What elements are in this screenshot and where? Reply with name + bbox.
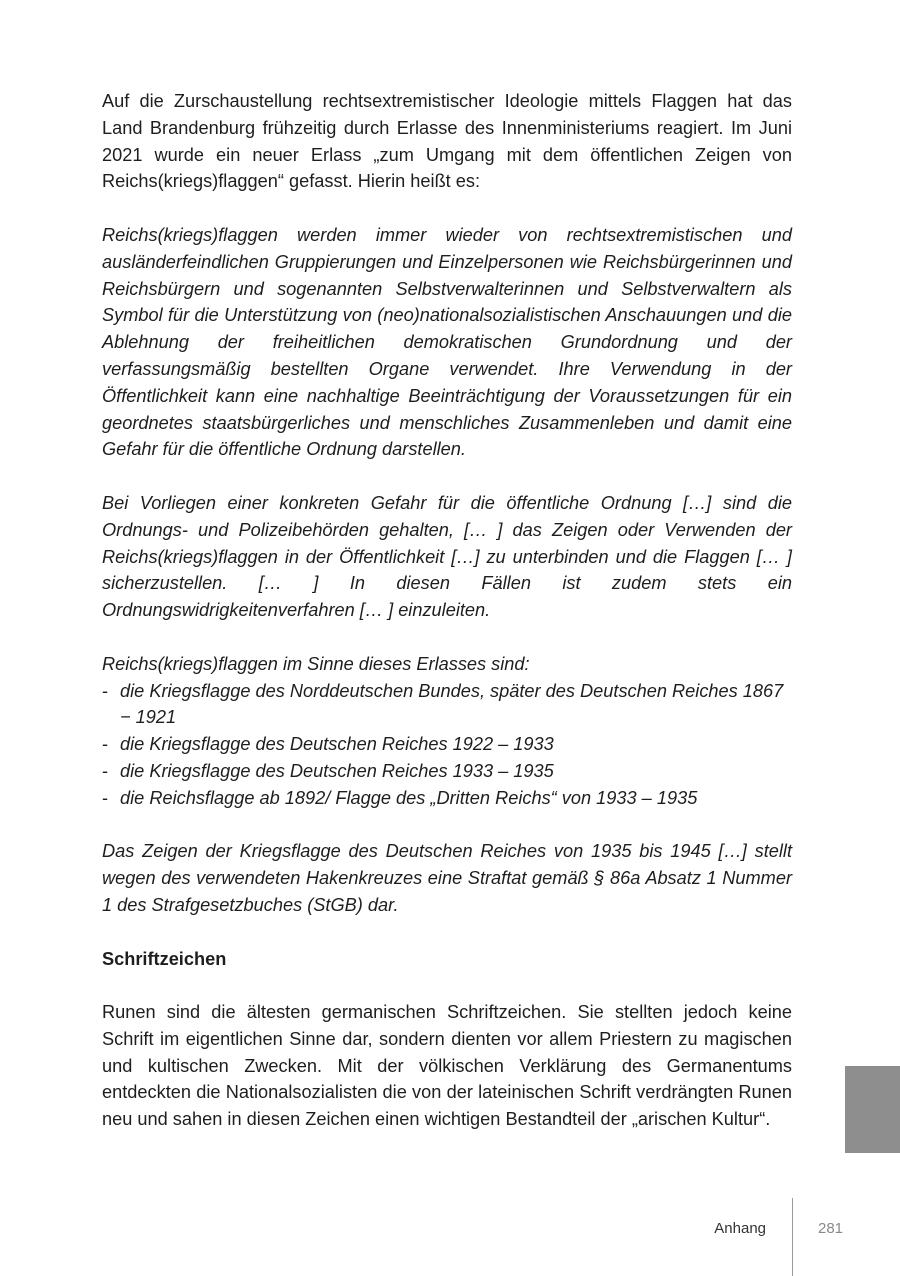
page-number: 281 bbox=[818, 1220, 844, 1237]
list-item: - die Kriegsflagge des Norddeutschen Bundes, später des Deutschen Reiches 1867 − 1921 bbox=[102, 678, 792, 732]
decree-quote-2: Bei Vorliegen einer konkreten Gefahr für die öffentliche Ordnung […] sind die Ordnungs- und Polizeibehörden gehalten, [… ] das Zeigen oder Verwenden der Reichs(kriegs)flaggen in der Öffentlichkeit […] zu unterbinden und die Flaggen [… ] sicherzustellen. [… ] In diesen Fällen ist zudem stets ein Ordnungswidrigkeitenverfahren [… ] einzuleiten. bbox=[102, 492, 792, 621]
decree-quote-1: Reichs(kriegs)flaggen werden immer wieder von rechtsextremistischen und ausländerfeindlichen Gruppierungen und Einzelpersonen wie Reichsbürgerinnen und Reichsbürgern und sogenannten Selbstverwalterinnen und Selbstverwaltern als Symbol für die Unterstützung von (neo)nationalsozialistischen Anschauungen und die Ablehnung der freiheitlichen demokratischen Grundordnung und der verfassungsmäßig bestellten Organe verwendet. Ihre Verwendung in der Öffentlichkeit kann eine nachhaltige Beeinträchtigung der Voraussetzungen für ein geordnetes staatsbürgerliches und menschliches Zusammenleben und damit eine Gefahr für die öffentliche Ordnung darstellen. bbox=[102, 224, 792, 460]
runes-paragraph: Runen sind die ältesten germanischen Schriftzeichen. Sie stellten jedoch keine Schrift im eigentlichen Sinne dar, sondern dienten vor allem Priestern zu magischen und kultischen Zwecken. Mit der völkischen Verklärung des Germanentums entdeckten die Nationalsozialisten die von der lateinischen Schrift verdrängten Runen neu und sahen in diesen Zeichen einen wichtigen Bestandteil der „arischen Kultur“. bbox=[102, 1002, 792, 1130]
flag-list bbox=[102, 678, 792, 812]
page-content bbox=[102, 88, 792, 1160]
list-item: - die Kriegsflagge des Deutschen Reiches 1922 – 1933 bbox=[102, 731, 792, 758]
list-item: - die Kriegsflagge des Deutschen Reiches 1933 – 1935 bbox=[102, 758, 792, 785]
section-heading: Schriftzeichen bbox=[102, 948, 227, 969]
chapter-tab-marker bbox=[845, 1066, 900, 1153]
flag-list-intro: Reichs(kriegs)flaggen im Sinne dieses Erlasses sind: bbox=[102, 653, 530, 674]
list-item: - die Reichsflagge ab 1892/ Flagge des „Dritten Reichs“ von 1933 – 1935 bbox=[102, 785, 792, 812]
footer-section-label: Anhang bbox=[714, 1220, 766, 1237]
intro-paragraph: Auf die Zurschaustellung rechtsextremistischer Ideologie mittels Flaggen hat das Land Brandenburg frühzeitig durch Erlasse des Innenministeriums reagiert. Im Juni 2021 wurde ein neuer Erlass „zum Umgang mit dem öffentlichen Zeigen von Reichs(kriegs)flaggen“ gefasst. Hierin heißt es: bbox=[102, 91, 792, 192]
decree-quote-3: Das Zeigen der Kriegsflagge des Deutschen Reiches von 1935 bis 1945 […] stellt wegen des verwendeten Hakenkreuzes eine Straftat gemäß § 86a Absatz 1 Nummer 1 des Strafgesetzbuches (StGB) dar. bbox=[102, 841, 792, 915]
footer-divider bbox=[792, 1198, 793, 1276]
